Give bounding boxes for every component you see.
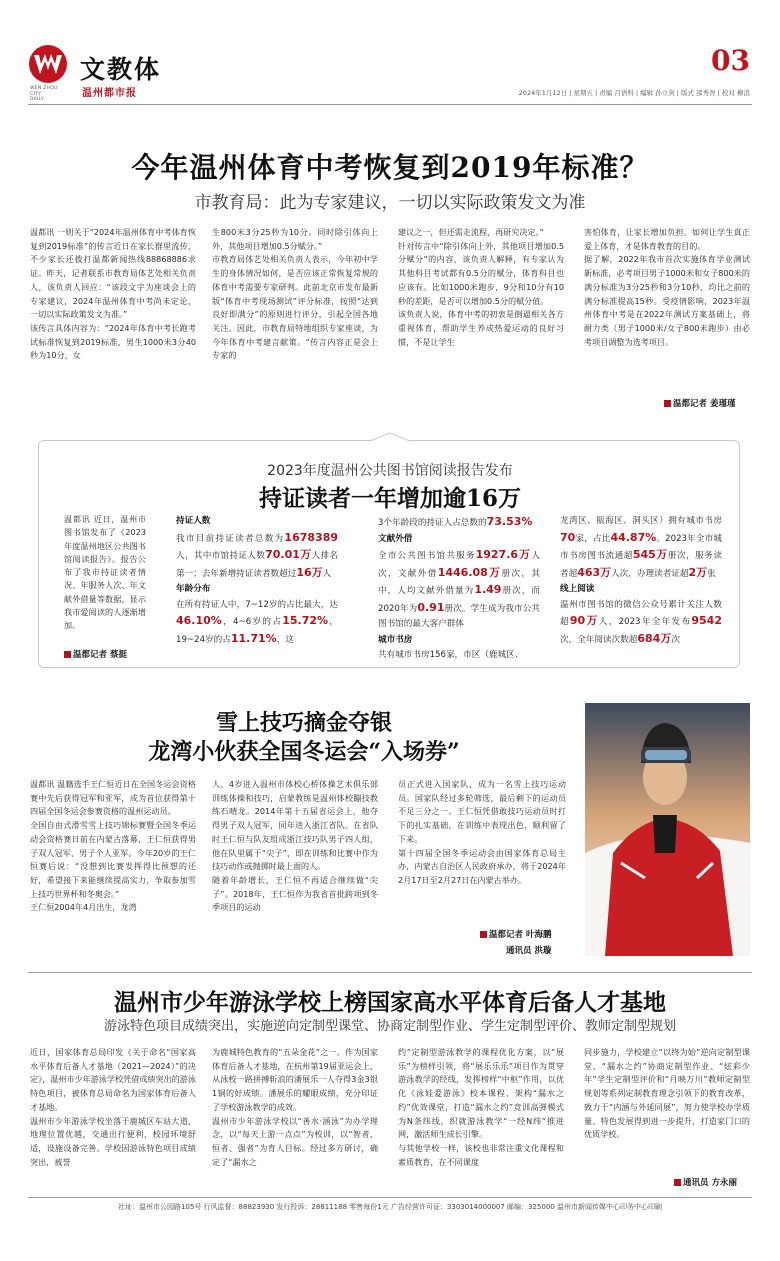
logo-subtitle: WEN ZHOU CITY DAILY bbox=[30, 86, 58, 102]
stat-heading-city-study: 城市书房 bbox=[378, 634, 413, 645]
issue-meta: 2024年1月12日 | 星期五 | 责编 吕语科 | 编辑 孙立剑 | 版式 邵秀智 | 校对 柳浪 bbox=[518, 89, 750, 97]
article1-col3: 建议之一，但还需走流程，再研究决定。” 针对传言中“除引体向上外，其他项目增加0.5分赋分”的内容，该负责人解释，有专家认为其他科目考试都有0.5分的赋分，体育科目也应该有。比如1000米跑步，9分和10分有10秒的差距，是否可以增加0.5分的赋分值。 该负责人说，体育中考的初衷是倒逼相关各方重视体育，帮助学生养成热爱运动的良好习惯，不是让学生 bbox=[398, 227, 564, 347]
article3-col1: 温都讯 温籍选手王仁恒近日在全国冬运会资格赛中先后获得冠军和亚军，成为首位获得第十四届全国冬运会参赛资格的温州运动员。 全国自由式滑雪雪上技巧锦标赛暨全国冬季运动会资格赛日前在内蒙古落幕，王仁恒获得男子双人冠军、男子个人亚军。今年20岁的王仁恒赛后说：“没想到比赛发挥得比预想的还好，希望接下来能继续提高实力，争取参加雪上技巧世界杯和冬奥会。” 王仁恒2004年4月出生，龙湾 bbox=[30, 779, 196, 913]
article2-col1: 温都讯 近日，温州市图书馆发布了《2023年度温州地区公共图书馆阅读报告》。报告公布了我市持证读者情况、年服务人次、年文献外借量等数据，显示我市爱阅读的人逐渐增加。 bbox=[64, 514, 146, 631]
article4-byline: 通讯员 方永丽 bbox=[674, 1176, 737, 1188]
article1-col4: 害怕体育，让家长增加负担。如何让学生真正爱上体育，才是体育教育的目的。 据了解，2022年我市首次实施体育学业测试新标准，必考项目男子1000米和女子800米的满分标准为3分25秒和3分10秒，均比之前的满分标准提高15秒。受疫情影响，2023年温州体育中考是在2022年测试方案基础上，将耐力类（男子1000米/女子800米跑步）由必考项目调整为选考项目。 bbox=[584, 227, 750, 347]
skier-photo bbox=[585, 703, 750, 956]
masthead-rule bbox=[28, 104, 752, 105]
stat-heading-online: 线上阅读 bbox=[560, 584, 595, 594]
article4-col4: 同步施力，学校建立“以终为始”逆向定制型课堂、“漏水之约”协商定制型作业、“炫彩少年”学生定制型评价和“月映万川”教师定制型规划等系列定制教育理念引领下的教育改革，致力于“内涵与外延同展”，努力使学校办学质量、特色发展得到进一步提升，打造家门口的优质学校。 bbox=[584, 1047, 750, 1140]
stat-total-holders: 1678389 bbox=[284, 530, 338, 544]
byline-square-icon bbox=[64, 651, 71, 658]
byline-square-icon bbox=[674, 1179, 681, 1186]
article2-col2: 持证人数 我市目前持证读者总数为1678389人，其中市馆持证人数70.01万人排名第一；去年新增持证读者数超过16万人 年龄分布 在所有持证人中，7~12岁的占比最大，达46.10%，4~6岁的占15.72%，19~24岁的占11.71%，这 bbox=[176, 516, 338, 645]
stat-heading-age: 年龄分布 bbox=[176, 584, 211, 594]
article2-subhead: 2023年度温州公共图书馆阅读报告发布 bbox=[267, 463, 513, 479]
article2-headline: 持证读者一年增加逾16万 bbox=[258, 485, 521, 512]
article1-byline: 温都记者 姜瑾瑾 bbox=[664, 397, 735, 409]
article3-col2: 人，4岁进入温州市体校心桥体操艺术俱乐部训练体操和技巧，启蒙教练是温州体校蹦技教练石晴龙。2014年第十五届省运会上，他夺得男子双人冠军，同年进入浙江省队。在省队时王仁恒与队友组成浙江技巧队男子四人组，他在队里属于“尖子”，即在训练和比赛中作为技巧动作或抛掷时最上面的人。 随着年龄增长，王仁恒不再适合继续做“尖子”。2018年，王仁恒作为我省首批跨项到冬季项目的运动 bbox=[212, 779, 378, 913]
article4-top-rule bbox=[28, 972, 752, 973]
byline-square-icon bbox=[664, 400, 671, 407]
article1-col2: 生800米3分25秒为10分。同时除引体向上外，其他项目增加0.5分赋分。” 市教育局体艺处相关负责人表示，今年初中学生的身体情况如何，是否应该正常恢复常规的体育中考需要专家研判。此前北京市发布最新版“体育中考现场测试”评分标准，按照“达到良好即满分”的原则进行评分，引起全国各地关注。因此，市教育局特地组织专家座谈，为今年体育中考建言献策。“传言内容正是会上专家的 bbox=[212, 227, 378, 361]
article2-byline: 温都记者 蔡挺 bbox=[64, 648, 127, 660]
masthead bbox=[28, 44, 752, 102]
article4-headline: 温州市少年游泳学校上榜国家高水平体育后备人才基地 bbox=[114, 989, 666, 1016]
stat-city-holders: 70.01万 bbox=[265, 548, 312, 561]
article3-col3: 员正式进入国家队，成为一名雪上技巧运动员。国家队经过多轮筛选，最后剩下的运动员不足三分之一。王仁恒凭借敢技巧运动员时打下的扎实基础，在训练中表现出色，顺利留了下来。 第十四届全国冬季运动会由国家体育总局主办，内蒙古自治区人民政府承办，将于2024年2月17日至2月27日在内蒙古举办。 bbox=[398, 779, 566, 885]
article3-byline2: 通讯员 洪璇 bbox=[506, 946, 552, 956]
page-number: 03 bbox=[711, 44, 750, 77]
footer-info: 社址：温州市公园路105号 行风监督：88823930 发行投诉：28811188 零售每份1元 广告经营许可证：3303014000007 邮编：325000 温州市新闻传媒中心印务中心印刷 bbox=[117, 1203, 663, 1211]
paper-name: 温州都市报 bbox=[82, 88, 137, 99]
stat-heading-holders: 持证人数 bbox=[176, 516, 211, 526]
box-notch-icon bbox=[370, 432, 410, 442]
article4-subhead: 游泳特色项目成绩突出，实施逆向定制型课堂、协商定制型作业、学生定制型评价、教师定制型规划 bbox=[103, 1019, 676, 1034]
article4-col2: 为鹿城特色教育的“五朵金花”之一。作为国家体育后备人才基地，在杭州第19届亚运会上，从泳校一路拼搏斩浪的潘展乐一人夺得3金3银1铜的好成绩。潘展乐的耀眼成绩，充分印证了学校游泳教学的成效。 温州市少年游泳学校以“善水·涵泳”为办学理念，以“每天上游一点点”为校训，以“智者、恒者、强者”为育人目标。经过多方研讨，确定了“漏水之 bbox=[212, 1047, 378, 1167]
article3-headline1: 雪上技巧摘金夺银 bbox=[215, 710, 392, 736]
article3-byline1: 温都记者 叶海鹏 bbox=[480, 928, 551, 940]
article4-col1: 近日，国家体育总局印发《关于命名“国家高水平体育后备人才基地（2021—2024）”的决定》，温州市少年游泳学校凭借成绩突出的游泳特色项目，被体育总局命名为国家体育后备人才基地。 温州市少年游泳学校坐落于鹿城区车站大道，地理位置优越，交通出行便利，校园环境舒适，设施设备完善。学校因游泳特色项目成绩突出，被誉 bbox=[30, 1047, 196, 1167]
article1-subhead: 市教育局：此为专家建议，一切以实际政策发文为准 bbox=[194, 193, 586, 213]
article1-headline: 今年温州体育中考恢复到2019年标准？ bbox=[131, 151, 649, 184]
byline-square-icon bbox=[480, 931, 487, 938]
footer-rule bbox=[28, 1197, 752, 1198]
stat-new-holders: 16万 bbox=[296, 565, 323, 579]
wzdaily-logo-icon bbox=[28, 44, 68, 84]
section-title: 文教体 bbox=[80, 55, 162, 84]
stat-heading-lending: 文献外借 bbox=[378, 533, 413, 544]
article4-col3: 约”定制型游泳教学的课程优化方案，以“展乐”为榜样引领，将“展乐乐乐”项目作为贯穿游泳教学的经线，发挥榜样“中枢”作用，以优化《泳娃爱游泳》校本课程，架构“漏水之约”优效课堂，打造“漏水之约”竞训高弹模式为N条纬线，织就游泳教学“一经N纬”推进网，激活师生成长引擎。 与其他学校一样，该校也非常注重文化课程和素质教育，在不同课度 bbox=[398, 1047, 564, 1167]
article2-col4: 龙湾区、瓯海区、洞头区）拥有城市书房70家，占比44.87%。2023年全市城市书房图书流通超545万册次，服务读者超463万人次，办理读者证超2万张 线上阅读 温州市图书馆的微信公众号累计关注人数超90万人，2023年全年发布9542次，全年阅读次数超684万次 bbox=[560, 516, 722, 645]
article3-headline2: 龙湾小伙获全国冬运会“入场券” bbox=[148, 739, 460, 765]
article1-col1: 温都讯 一则关于“2024年温州体育中考体育恢复到2019标准”的传言近日在家长群里流传，不少家长还拨打温都新闻热线88868886求证。昨天，记者联系市教育局体艺处相关负责人，该负责人回应：“该段文字为座谈会上的专家建议，2024年温州体育中考尚未定论，一切以实际政策发文为准。” 该传言具体内容为：“2024年体育中考长跑考试标准恢复到2019标准，男生1000米3分40秒为10分，女 bbox=[30, 227, 196, 361]
article2-col3: 3个年龄段的持证人占总数的73.53% 文献外借 全市公共图书馆共服务1927.6万人次，文献外借1446.08万册次，其中，人均文献外借量为1.49册次，而2020年为0.91册次。学生成为我市公共图书馆的最大客户群体 城市书房 共有城市书房156家，市区（鹿城区、 bbox=[378, 515, 540, 660]
